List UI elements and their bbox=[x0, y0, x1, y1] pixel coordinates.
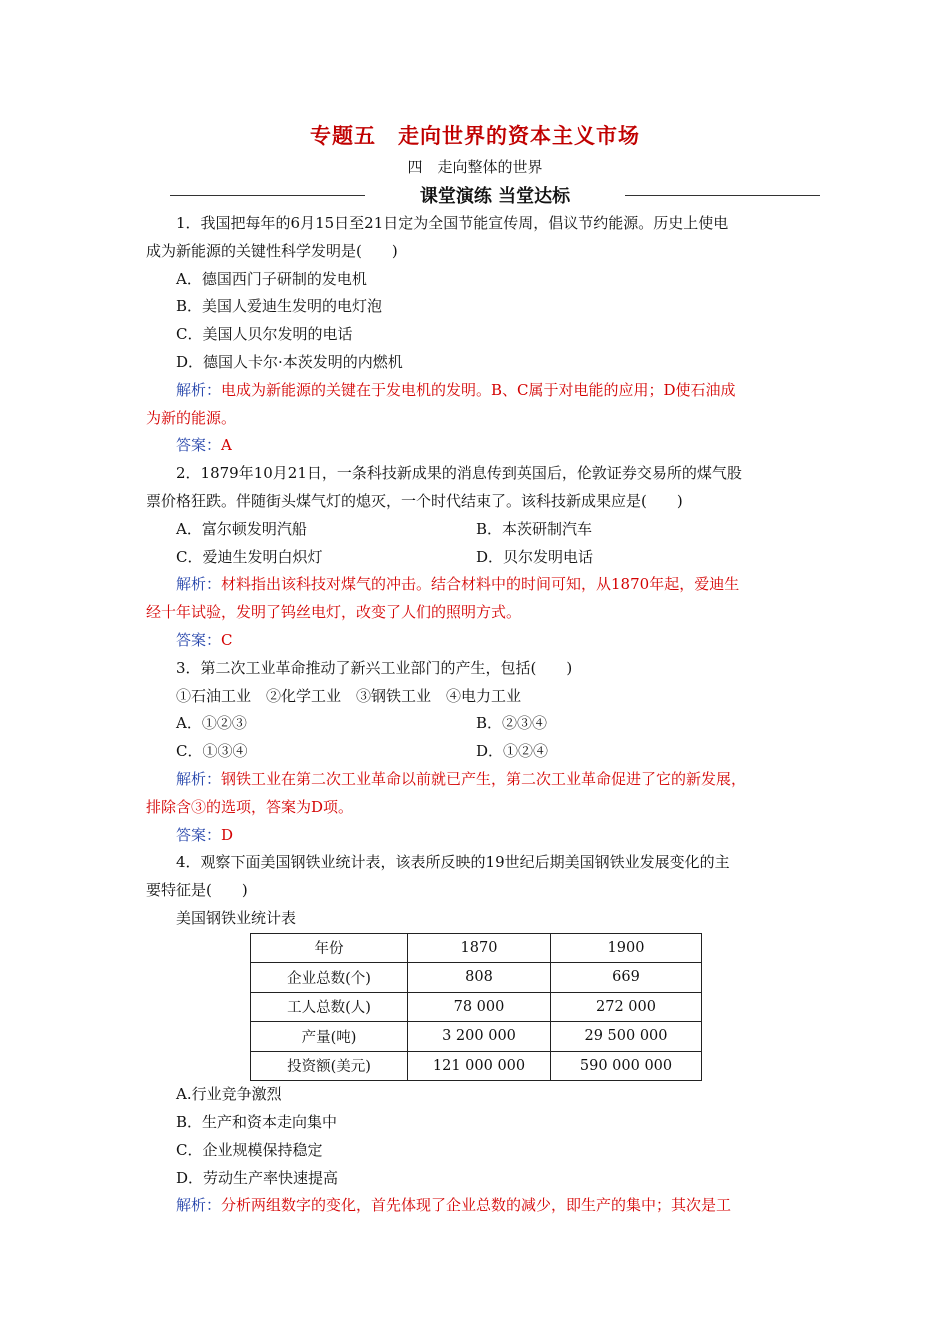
page-title: 专题五 走向世界的资本主义市场 bbox=[310, 123, 640, 148]
answer-label: 答案： bbox=[176, 630, 222, 649]
banner-rule-right bbox=[625, 195, 820, 196]
q4-option-b: B．生产和资本走向集中 bbox=[176, 1113, 338, 1132]
table-cell: 企业总数(个) bbox=[251, 963, 408, 993]
table-header-cell: 年份 bbox=[251, 933, 408, 963]
q1-analysis-line2: 为新的能源。 bbox=[146, 408, 237, 427]
q2-options-row1 bbox=[146, 516, 816, 544]
table-cell: 工人总数(人) bbox=[251, 992, 408, 1022]
answer-label: 答案： bbox=[176, 825, 222, 844]
table-row bbox=[251, 1022, 702, 1052]
banner-rule-left bbox=[170, 195, 365, 196]
table-cell: 808 bbox=[408, 963, 551, 993]
q2-option-d: D．贝尔发明电话 bbox=[476, 547, 594, 566]
section-banner bbox=[170, 182, 820, 210]
q1-stem-line1: 1．我国把每年的6月15日至21日定为全国节能宣传周，倡议节约能源。历史上使电 bbox=[176, 214, 729, 232]
q2-analysis-line1 bbox=[146, 571, 816, 599]
answer-value: D bbox=[221, 825, 234, 844]
q3-answer bbox=[146, 822, 816, 850]
q4-stem-line2: 要特征是( ) bbox=[146, 881, 248, 900]
q2-stem-line1: 2．1879年10月21日，一条科技新成果的消息传到英国后，伦敦证券交易所的煤气股 bbox=[176, 464, 742, 483]
q3-items: ①石油工业 ②化学工业 ③钢铁工业 ④电力工业 bbox=[176, 686, 522, 705]
analysis-label: 解析： bbox=[176, 1196, 222, 1215]
q2-option-a: A．富尔顿发明汽船 bbox=[176, 519, 307, 538]
table-header-cell: 1900 bbox=[551, 933, 702, 963]
table-row bbox=[251, 963, 702, 993]
q3-options-row1 bbox=[146, 710, 816, 738]
q1-stem-line2: 成为新能源的关键性科学发明是( ) bbox=[146, 241, 398, 260]
table-cell: 272 000 bbox=[551, 992, 702, 1022]
page-subtitle: 四 走向整体的世界 bbox=[407, 158, 543, 176]
q4-option-d: D．劳动生产率快速提高 bbox=[176, 1168, 339, 1187]
analysis-text: 材料指出该科技对煤气的冲击。结合材料中的时间可知，从1870年起，爱迪生 bbox=[221, 575, 740, 594]
table-cell: 29 500 000 bbox=[551, 1022, 702, 1052]
q1-option-c: C．美国人贝尔发明的电话 bbox=[176, 325, 353, 344]
table-cell: 3 200 000 bbox=[408, 1022, 551, 1052]
q3-option-d: D．①②④ bbox=[476, 742, 549, 761]
analysis-label: 解析： bbox=[176, 769, 222, 788]
table-row bbox=[251, 1051, 702, 1081]
q4-option-c: C．企业规模保持稳定 bbox=[176, 1140, 323, 1159]
q4-stem-line1: 4．观察下面美国钢铁业统计表，该表所反映的19世纪后期美国钢铁业发展变化的主 bbox=[176, 853, 730, 872]
q2-analysis-line2: 经十年试验，发明了钨丝电灯，改变了人们的照明方式。 bbox=[146, 603, 522, 622]
q2-stem-line2: 票价格狂跌。伴随街头煤气灯的熄灭，一个时代结束了。该科技新成果应是( ) bbox=[146, 491, 683, 510]
table-header-cell: 1870 bbox=[408, 933, 551, 963]
table-cell: 669 bbox=[551, 963, 702, 993]
q2-answer bbox=[146, 627, 816, 655]
steel-statistics-table bbox=[250, 933, 702, 1082]
q3-options-row2 bbox=[146, 738, 816, 766]
q1-option-d: D．德国人卡尔·本茨发明的内燃机 bbox=[176, 352, 403, 371]
q2-option-b: B．本茨研制汽车 bbox=[476, 519, 593, 538]
q3-option-b: B．②③④ bbox=[476, 714, 548, 733]
q3-analysis-line2: 排除含③的选项，答案为D项。 bbox=[146, 797, 354, 816]
table-cell: 产量(吨) bbox=[251, 1022, 408, 1052]
table-cell: 78 000 bbox=[408, 992, 551, 1022]
q3-option-c: C．①③④ bbox=[176, 742, 248, 761]
q1-answer bbox=[146, 432, 816, 460]
q4-option-a: A.行业竞争激烈 bbox=[176, 1085, 282, 1104]
table-cell: 投资额(美元) bbox=[251, 1051, 408, 1081]
question-content bbox=[146, 210, 816, 1220]
analysis-label: 解析： bbox=[176, 380, 222, 399]
answer-label: 答案： bbox=[176, 436, 222, 455]
q1-option-a: A．德国西门子研制的发电机 bbox=[176, 269, 367, 288]
q2-options-row2 bbox=[146, 544, 816, 572]
q1-analysis-line1 bbox=[146, 377, 816, 405]
analysis-label: 解析： bbox=[176, 575, 222, 594]
table-row bbox=[251, 992, 702, 1022]
q4-analysis-line1 bbox=[146, 1192, 816, 1220]
table-header-row bbox=[251, 933, 702, 963]
table-cell: 121 000 000 bbox=[408, 1051, 551, 1081]
q3-option-a: A．①②③ bbox=[176, 714, 247, 733]
q3-analysis-line1 bbox=[146, 766, 816, 794]
q4-table-caption: 美国钢铁业统计表 bbox=[176, 908, 297, 927]
analysis-text: 钢铁工业在第二次工业革命以前就已产生，第二次工业革命促进了它的新发展， bbox=[221, 769, 747, 788]
answer-value: C bbox=[221, 630, 233, 649]
analysis-text: 分析两组数字的变化，首先体现了企业总数的减少，即生产的集中；其次是工 bbox=[221, 1196, 732, 1215]
banner-text: 课堂演练 当堂达标 bbox=[419, 186, 571, 207]
q3-stem-line1: 3．第二次工业革命推动了新兴工业部门的产生，包括( ) bbox=[176, 658, 573, 677]
q1-option-b: B．美国人爱迪生发明的电灯泡 bbox=[176, 297, 383, 316]
q2-option-c: C．爱迪生发明白炽灯 bbox=[176, 547, 323, 566]
answer-value: A bbox=[221, 436, 232, 455]
analysis-text: 电成为新能源的关键在于发电机的发明。B、C属于对电能的应用；D使石油成 bbox=[221, 380, 736, 399]
table-cell: 590 000 000 bbox=[551, 1051, 702, 1081]
